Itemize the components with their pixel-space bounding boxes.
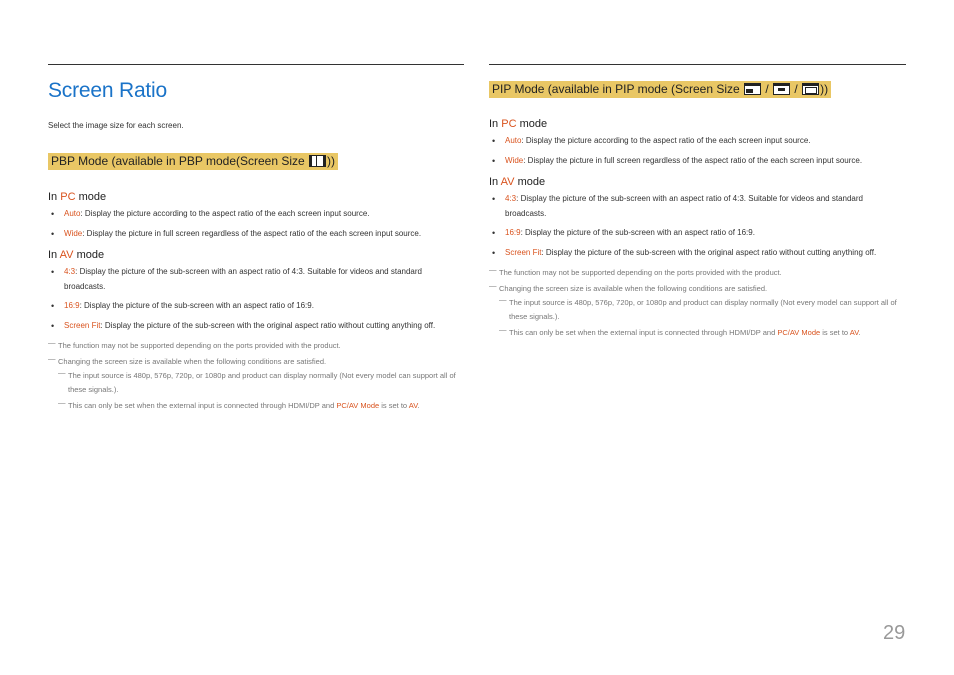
- top-divider: [489, 64, 906, 65]
- note-subitem: — This can only be set when the external input is connected through HDMI/DP and PC/AV Mode is set to AV.: [499, 326, 906, 340]
- page-title: Screen Ratio: [48, 79, 167, 102]
- pip-heading-text: PIP Mode (available in PIP mode (Screen Size: [492, 82, 740, 96]
- top-divider: [48, 64, 464, 65]
- pbp-heading-wrap: [48, 152, 464, 170]
- pc-av-mode-link[interactable]: PC/AV Mode: [777, 328, 821, 337]
- pc-av-mode-link[interactable]: PC/AV Mode: [336, 401, 380, 410]
- intro-text: Select the image size for each screen.: [48, 121, 184, 130]
- pip-medium-icon: [773, 83, 790, 95]
- left-column: [48, 64, 464, 413]
- note-item: — The function may not be supported depending on the ports provided with the product.: [489, 266, 906, 280]
- pc-mode-list: [48, 207, 464, 241]
- av-mode-label: In AV mode: [489, 176, 546, 188]
- pip-small-icon: [802, 83, 819, 95]
- note-item: — Changing the screen size is available when the following conditions are satisfied.: [489, 282, 906, 296]
- list-item: • Wide: Display the picture in full screen regardless of the aspect ratio of the each screen input source.: [48, 227, 464, 242]
- list-item: • 16:9: Display the picture of the sub-screen with an aspect ratio of 16:9.: [48, 299, 464, 314]
- right-column: [489, 64, 906, 340]
- pip-heading-close: )): [820, 82, 829, 96]
- pbp-heading: [48, 153, 338, 170]
- notes: [48, 339, 464, 413]
- pc-mode-label: In PC mode: [48, 191, 107, 203]
- av-mode-list: [489, 192, 906, 260]
- pip-heading: PIP Mode (available in PIP mode (Screen Size / / )): [489, 81, 831, 98]
- pip-large-icon: [744, 83, 761, 95]
- list-item: • Screen Fit: Display the picture of the sub-screen with the original aspect ratio without cutting anything off.: [489, 246, 906, 261]
- list-item: • Auto: Display the picture according to the aspect ratio of the each screen input source.: [48, 207, 464, 222]
- av-mode-label: In AV mode: [48, 249, 105, 261]
- list-item: • 16:9: Display the picture of the sub-screen with an aspect ratio of 16:9.: [489, 226, 906, 241]
- note-subitem: — The input source is 480p, 576p, 720p, or 1080p and product can display normally (Not every model can support all of these signals.).: [499, 296, 906, 324]
- list-item: • Wide: Display the picture in full screen regardless of the aspect ratio of the each screen input source.: [489, 154, 906, 169]
- note-subitem: — This can only be set when the external input is connected through HDMI/DP and PC/AV Mode is set to AV.: [58, 399, 464, 413]
- pc-mode-list: [489, 134, 906, 168]
- note-subitem: — The input source is 480p, 576p, 720p, or 1080p and product can display normally (Not every model can support all of these signals.).: [58, 369, 464, 397]
- page-number: 29: [883, 622, 906, 644]
- pbp-heading-text: PBP Mode (available in PBP mode(Screen Size: [51, 154, 305, 168]
- notes: [489, 266, 906, 340]
- av-mode-list: [48, 265, 464, 333]
- pbp-split-screen-icon: [309, 155, 326, 167]
- note-item: — Changing the screen size is available when the following conditions are satisfied.: [48, 355, 464, 369]
- list-item: • 4:3: Display the picture of the sub-screen with an aspect ratio of 4:3. Suitable for videos and standard broadcasts.: [48, 265, 464, 294]
- pc-mode-label: In PC mode: [489, 118, 548, 130]
- list-item: • Screen Fit: Display the picture of the sub-screen with the original aspect ratio without cutting anything off.: [48, 319, 464, 334]
- pip-heading-wrap: [489, 80, 906, 98]
- list-item: • 4:3: Display the picture of the sub-screen with an aspect ratio of 4:3. Suitable for videos and standard broadcasts.: [489, 192, 906, 221]
- note-item: — The function may not be supported depending on the ports provided with the product.: [48, 339, 464, 353]
- pbp-heading-close: )): [327, 154, 336, 168]
- list-item: • Auto: Display the picture according to the aspect ratio of the each screen input source.: [489, 134, 906, 149]
